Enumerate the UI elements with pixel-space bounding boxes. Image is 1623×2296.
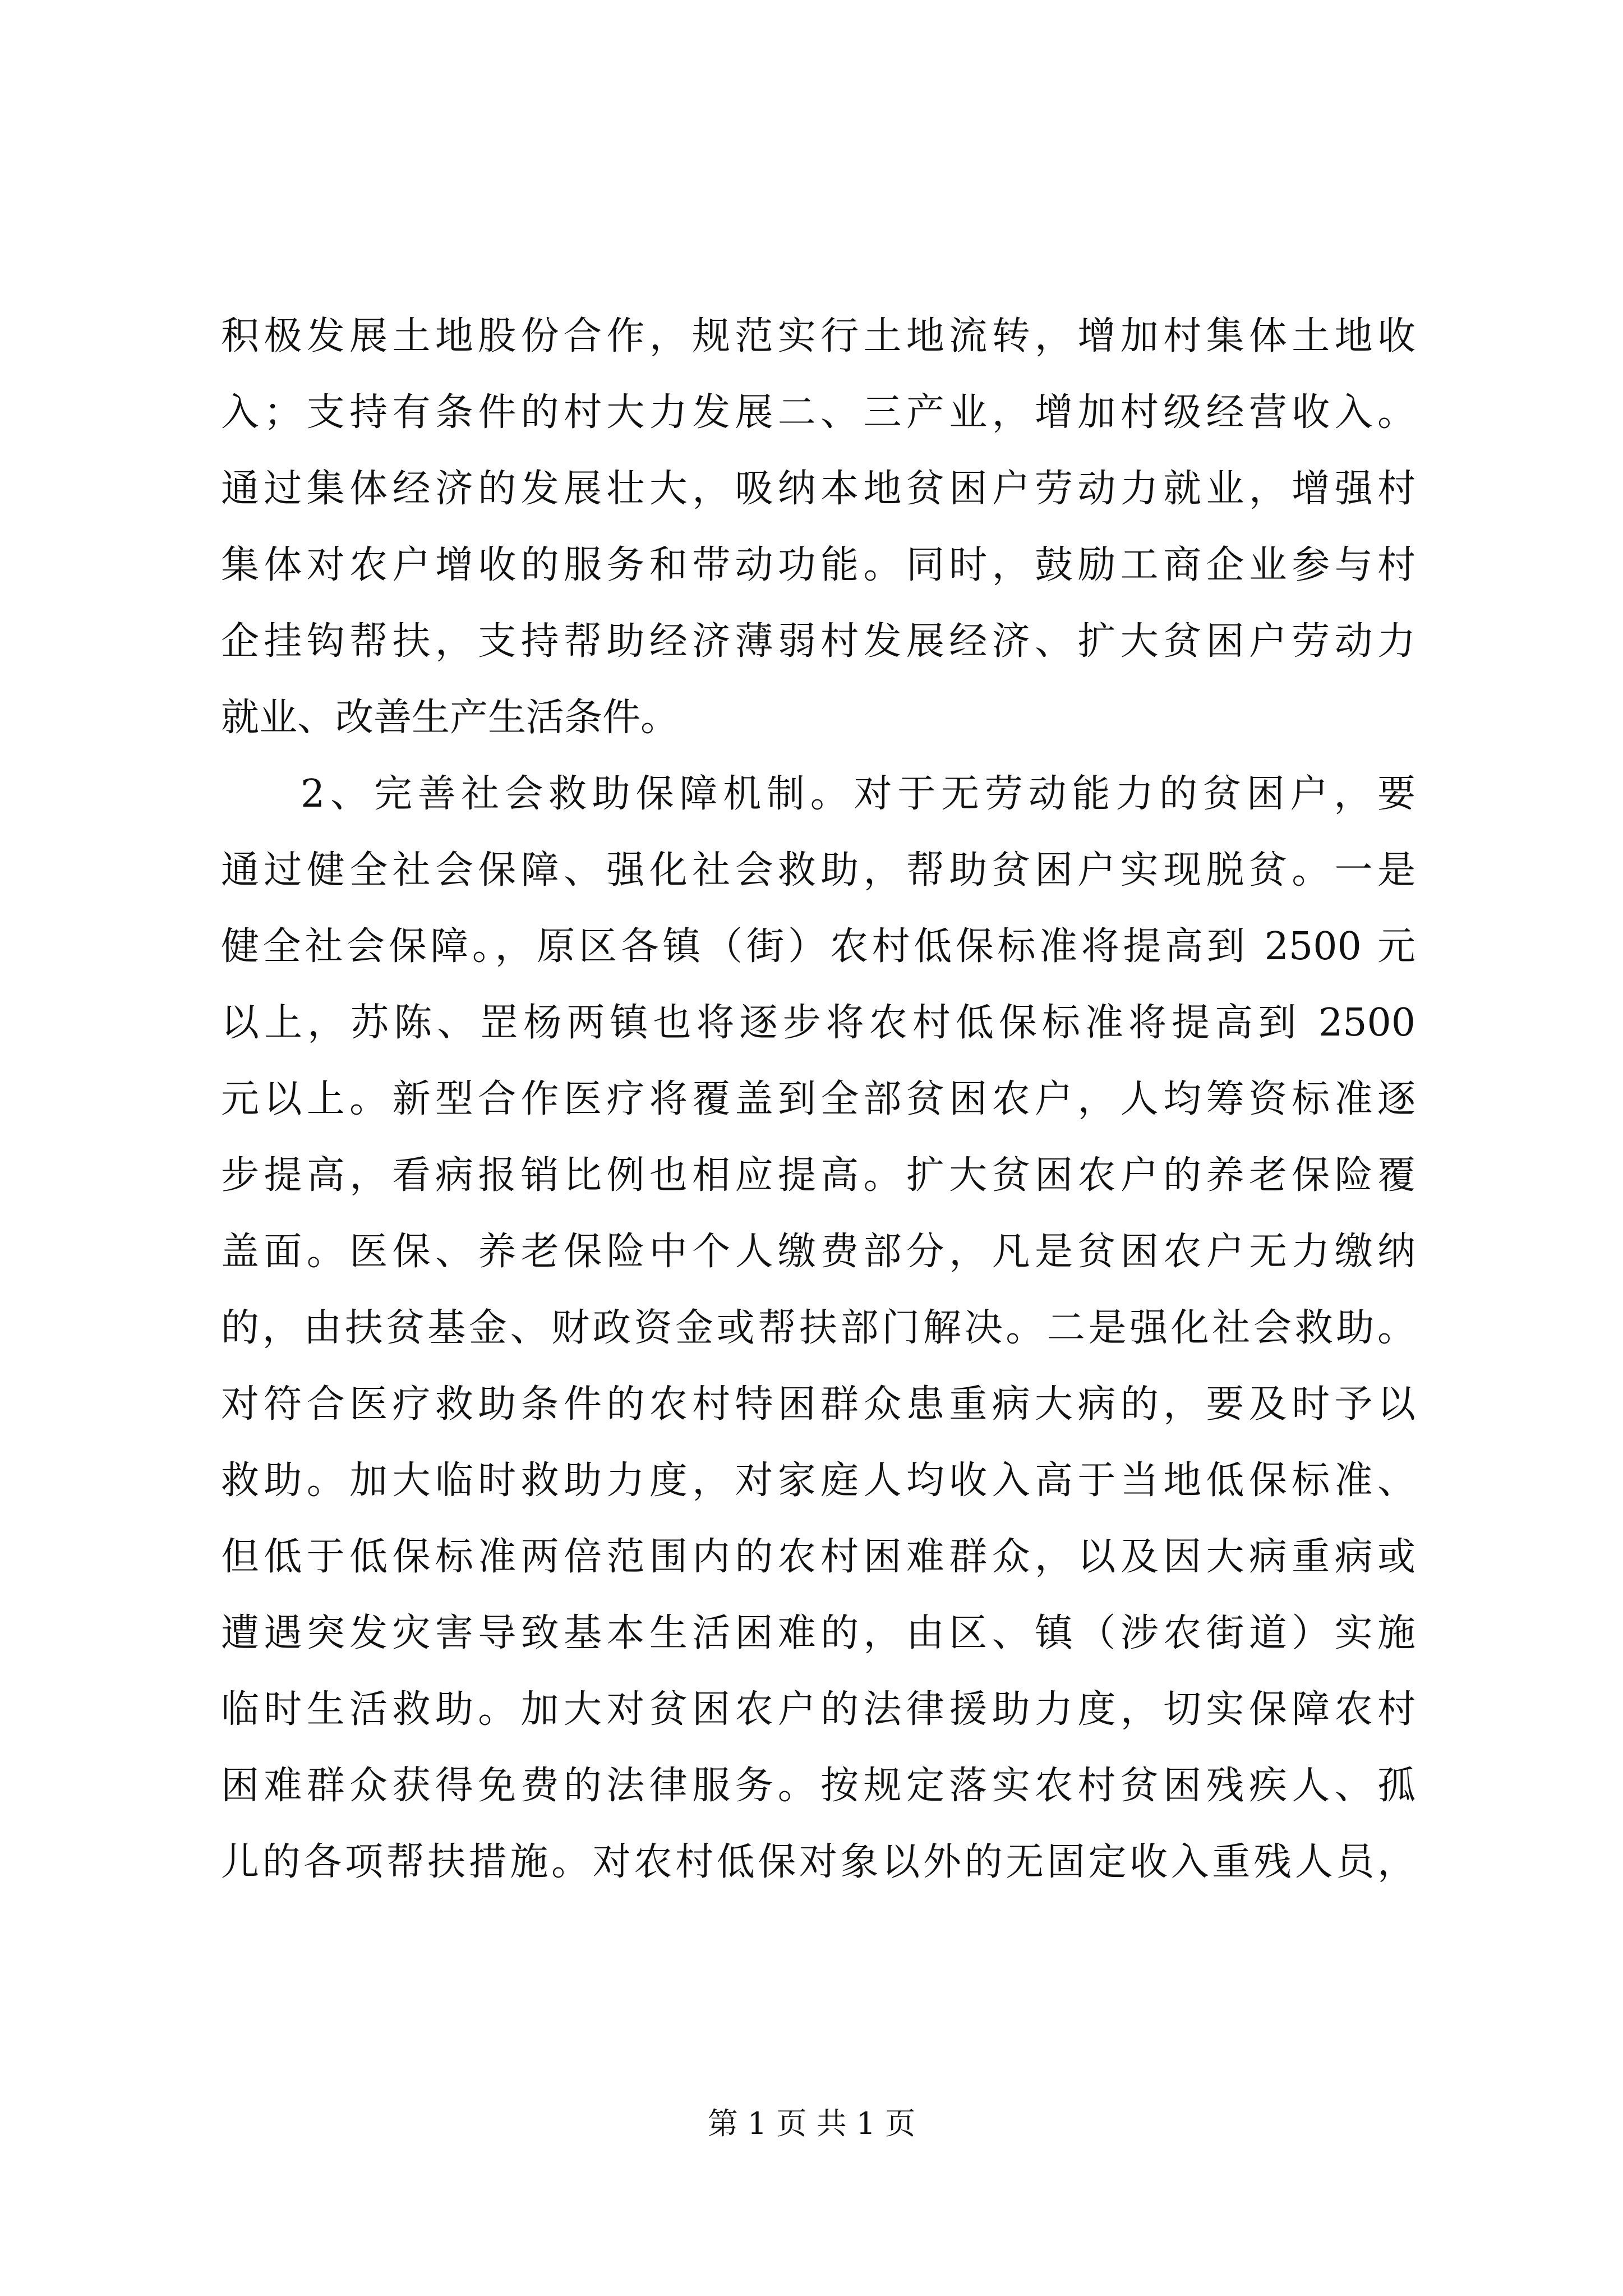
paragraph-line: 以上，苏陈、罡杨两镇也将逐步将农村低保标准将提高到 2500 [221,1001,1415,1045]
paragraph-line: 入；支持有条件的村大力发展二、三产业，增加村级经营收入。 [221,390,1415,435]
paragraph-line: 遭遇突发灾害导致基本生活困难的，由区、镇（涉农街道）实施 [221,1611,1415,1655]
paragraph-line: 就业、改善生产生活条件。 [221,696,679,740]
paragraph-line: 健全社会保障。，原区各镇（街）农村低保标准将提高到 2500 元 [221,924,1415,969]
page-number-footer: 第 1 页 共 1 页 [707,2106,916,2141]
paragraph-line: 企挂钩帮扶，支持帮助经济薄弱村发展经济、扩大贫困户劳动力 [221,619,1415,664]
paragraph-line: 但低于低保标准两倍范围内的农村困难群众，以及因大病重病或 [221,1535,1415,1579]
paragraph-line: 救助。加大临时救助力度，对家庭人均收入高于当地低保标准、 [221,1458,1415,1503]
paragraph-line: 2、完善社会救助保障机制。对于无劳动能力的贫困户，要 [301,772,1415,816]
paragraph-line: 步提高，看病报销比例也相应提高。扩大贫困农户的养老保险覆 [221,1153,1415,1198]
paragraph-line: 儿的各项帮扶措施。对农村低保对象以外的无固定收入重残人员， [221,1840,1415,1884]
paragraph-line: 盖面。医保、养老保险中个人缴费部分，凡是贫困农户无力缴纳 [221,1230,1415,1274]
paragraph-line: 对符合医疗救助条件的农村特困群众患重病大病的，要及时予以 [221,1382,1415,1427]
paragraph-line: 积极发展土地股份合作，规范实行土地流转，增加村集体土地收 [221,314,1415,358]
paragraph-line: 困难群众获得免费的法律服务。按规定落实农村贫困残疾人、孤 [221,1764,1415,1808]
paragraph-line: 集体对农户增收的服务和带动功能。同时，鼓励工商企业参与村 [221,543,1415,587]
paragraph-line: 元以上。新型合作医疗将覆盖到全部贫困农户，人均筹资标准逐 [221,1077,1415,1121]
paragraph-line: 通过健全社会保障、强化社会救助，帮助贫困户实现脱贫。一是 [221,848,1415,892]
paragraph-line: 通过集体经济的发展壮大，吸纳本地贫困户劳动力就业，增强村 [221,467,1415,511]
paragraph-line: 临时生活救助。加大对贫困农户的法律援助力度，切实保障农村 [221,1687,1415,1732]
paragraph-line: 的，由扶贫基金、财政资金或帮扶部门解决。二是强化社会救助。 [221,1306,1415,1350]
